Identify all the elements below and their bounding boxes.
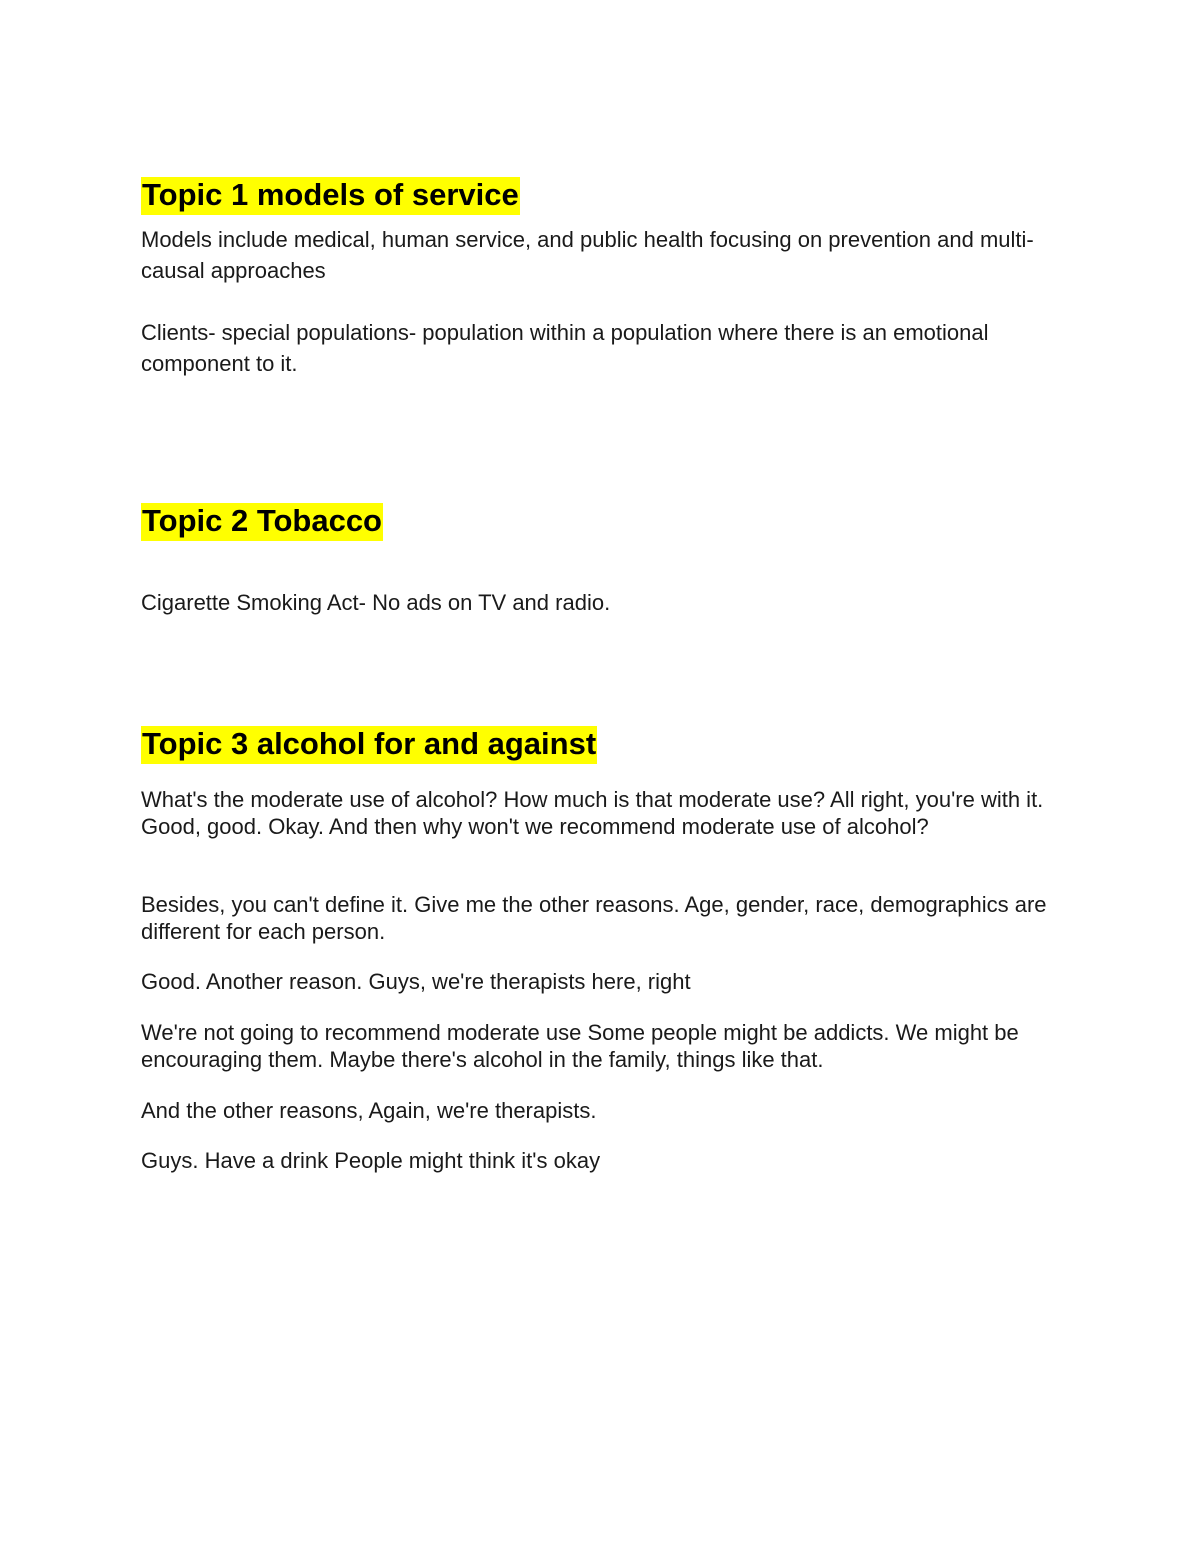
- topic-3-paragraph-therapists: And the other reasons, Again, we're therapists.: [141, 1098, 597, 1123]
- topic-1-paragraph-models: Models include medical, human service, and public health focusing on prevention and multi-causal approaches: [141, 227, 1034, 283]
- topic-1-heading: [141, 175, 520, 215]
- topic-2-paragraph-smoking-act: Cigarette Smoking Act- No ads on TV and radio.: [141, 590, 611, 615]
- topic-2-heading-text: Topic 2 Tobacco: [141, 503, 383, 541]
- topic-3-paragraph-addicts: We're not going to recommend moderate use Some people might be addicts. We might be encouraging them. Maybe there's alcohol in the family, things like that.: [141, 1020, 1019, 1072]
- topic-3-heading: [141, 724, 597, 764]
- topic-3-paragraph-reasons: Besides, you can't define it. Give me the other reasons. Age, gender, race, demographics are different for each person.: [141, 892, 1047, 944]
- topic-3-paragraph-another-reason: Good. Another reason. Guys, we're therapists here, right: [141, 969, 691, 994]
- topic-3-paragraph-drink: Guys. Have a drink People might think it's okay: [141, 1148, 601, 1173]
- topic-2-heading: [141, 501, 383, 541]
- topic-3-heading-text: Topic 3 alcohol for and against: [141, 726, 597, 764]
- topic-3-paragraph-moderate-use: What's the moderate use of alcohol? How much is that moderate use? All right, you're with it. Good, good. Okay. And then why won't we recommend moderate use of alcohol?: [141, 787, 1044, 839]
- topic-1-paragraph-clients: Clients- special populations- population within a population where there is an emotional component to it.: [141, 320, 989, 376]
- topic-1-heading-text: Topic 1 models of service: [141, 177, 520, 215]
